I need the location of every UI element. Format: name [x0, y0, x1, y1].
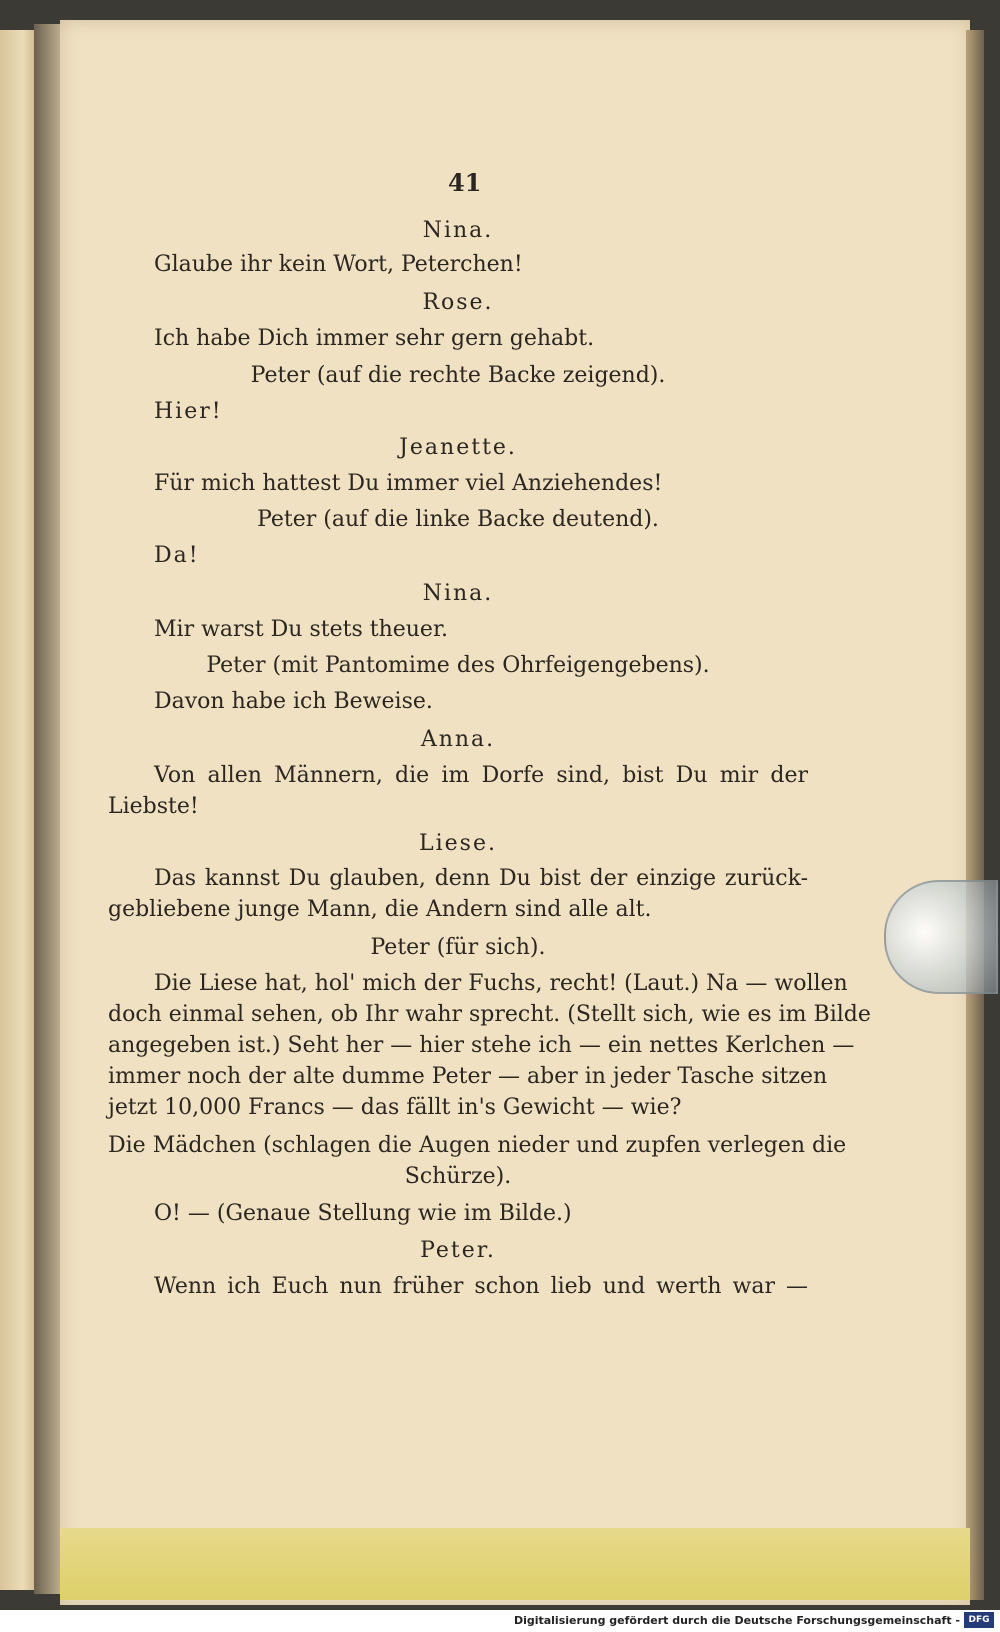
stage-direction: Peter (für sich). [370, 935, 546, 960]
stage-direction: Schürze). [404, 1164, 512, 1189]
stage-direction: Peter (auf die rechte Backe zeigend). [250, 363, 666, 388]
dialogue-line: Für mich hattest Du immer viel Anziehendes! [154, 471, 663, 496]
facing-page-edge [0, 30, 38, 1590]
dialogue-line: Wenn ich Euch nun früher schon lieb und werth war — [154, 1274, 808, 1299]
speaker-name: Nina. [422, 218, 494, 243]
speaker-name: Nina. [422, 581, 494, 606]
speaker-name: Jeanette. [399, 435, 517, 460]
dialogue-line: Ich habe Dich immer sehr gern gehabt. [154, 326, 595, 351]
dialogue-line: Liebste! [108, 794, 199, 819]
dialogue-line: Glaube ihr kein Wort, Peterchen! [154, 252, 523, 277]
funding-credit: Digitalisierung gefördert durch die Deutsche Forschungsgemeinschaft - [513, 1614, 960, 1627]
dialogue-line: Da! [154, 543, 200, 568]
dialogue-line: Von allen Männern, die im Dorfe sind, bist Du mir der [154, 763, 808, 788]
dialogue-line: angegeben ist.) Seht her — hier stehe ich — ein nettes Kerlchen — [108, 1033, 855, 1058]
page-number: 41 [448, 168, 482, 197]
page-fore-edge [966, 30, 984, 1600]
dialogue-line: immer noch der alte dumme Peter — aber in jeder Tasche sitzen [108, 1064, 828, 1089]
dialogue-line: Davon habe ich Beweise. [154, 689, 433, 714]
dialogue-line: jetzt 10,000 Francs — das fällt in's Gewicht — wie? [108, 1095, 682, 1120]
page-bottom-strip [60, 1528, 970, 1600]
speaker-name: Rose. [422, 290, 494, 315]
stage-direction: Peter (auf die linke Backe deutend). [257, 507, 659, 532]
dialogue-line: Das kannst Du glauben, denn Du bist der einzige zurück- [154, 866, 808, 891]
dfg-logo: DFG [964, 1612, 994, 1628]
dialogue-line: O! — (Genaue Stellung wie im Bilde.) [154, 1201, 572, 1226]
dialogue-line: Hier! [154, 399, 223, 424]
page-clip [884, 880, 998, 994]
speaker-name: Peter. [420, 1238, 496, 1263]
dialogue-line: Die Liese hat, hol' mich der Fuchs, recht! (Laut.) Na — wollen [154, 971, 848, 996]
speaker-name: Anna. [420, 727, 496, 752]
speaker-name: Liese. [419, 831, 497, 856]
dialogue-line: doch einmal sehen, ob Ihr wahr sprecht. (Stellt sich, wie es im Bilde [108, 1002, 871, 1027]
dialogue-line: Mir warst Du stets theuer. [154, 617, 449, 642]
dialogue-line: gebliebene junge Mann, die Andern sind alle alt. [108, 897, 652, 922]
stage-direction: Peter (mit Pantomime des Ohrfeigengebens). [206, 653, 710, 678]
stage-direction: Die Mädchen (schlagen die Augen nieder und zupfen verlegen die [108, 1133, 847, 1158]
